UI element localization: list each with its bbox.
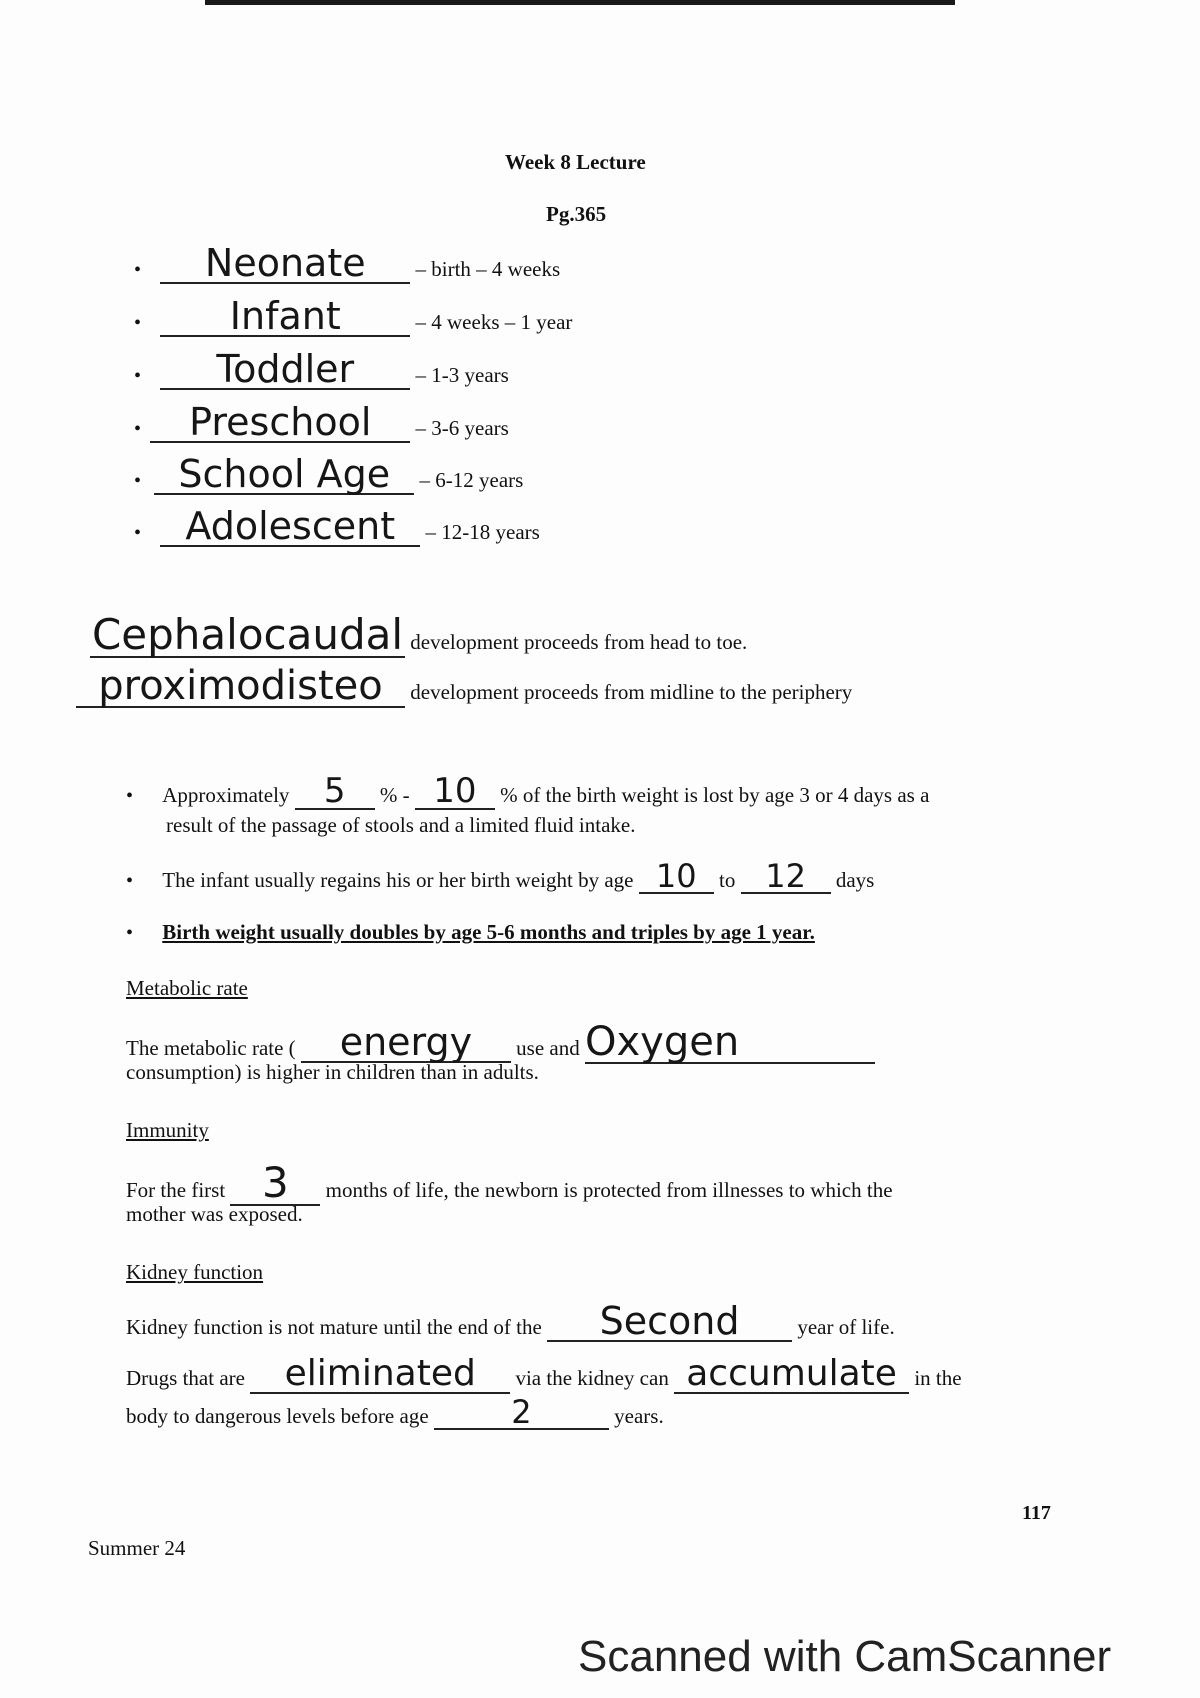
birth-weight-note: Birth weight usually doubles by age 5-6 months and triples by age 1 year. [162, 920, 815, 944]
handwritten-answer: 10 [639, 860, 714, 894]
handwritten-answer: Oxygen [585, 1022, 875, 1064]
weight-loss-bullet [126, 771, 930, 811]
regain-text: days [835, 868, 875, 892]
handwritten-answer: Second [547, 1302, 792, 1342]
drug-accumulation-sentence [126, 1353, 962, 1394]
handwritten-answer: energy [301, 1023, 511, 1063]
kidney-maturity-sentence [126, 1299, 895, 1343]
handwritten-answer: Cephalocaudal [91, 610, 404, 659]
regain-text: The infant usually regains his or her birth weight by age [162, 868, 634, 892]
list-item [134, 294, 573, 338]
regain-weight-bullet [126, 857, 875, 895]
definition-text: development proceeds from midline to the periphery [410, 680, 853, 704]
term-label: Summer 24 [88, 1536, 186, 1560]
kidney-function-heading: Kidney function [126, 1260, 264, 1284]
stage-range: – 4 weeks – 1 year [415, 310, 573, 334]
stage-range: – birth – 4 weeks [415, 257, 561, 281]
bullet: • [126, 870, 134, 892]
birth-weight-bullet [126, 920, 815, 945]
handwritten-answer: eliminated [250, 1356, 510, 1394]
list-item [134, 347, 509, 391]
weight-loss-text: % - [379, 783, 410, 807]
bullet: • [126, 785, 134, 807]
stage-range: – 6-12 years [419, 468, 524, 492]
handwritten-answer: Toddler [160, 350, 410, 390]
metabolic-rate-sentence [126, 1019, 875, 1065]
page-number: 117 [1022, 1502, 1051, 1524]
handwritten-answer: 5 [295, 774, 375, 810]
list-item [134, 452, 524, 496]
kidney-text: years. [614, 1404, 664, 1428]
bullet: • [134, 418, 142, 440]
handwritten-answer: Neonate [160, 244, 410, 284]
bullet: • [126, 922, 134, 944]
kidney-text: Drugs that are [126, 1366, 245, 1390]
kidney-text: Kidney function is not mature until the end of the [126, 1315, 542, 1339]
bullet: • [134, 259, 142, 281]
kidney-text: in the [914, 1366, 962, 1390]
regain-text: to [718, 868, 736, 892]
weight-loss-text: Approximately [162, 783, 290, 807]
handwritten-answer: 2 [434, 1396, 609, 1430]
proximodistal-line [76, 663, 853, 709]
page-title: Week 8 Lecture [505, 150, 646, 174]
immunity-heading: Immunity [126, 1118, 209, 1142]
scan-top-edge [205, 0, 955, 5]
bullet: • [134, 470, 142, 492]
handwritten-answer: 12 [741, 860, 831, 894]
immunity-sentence [126, 1158, 893, 1207]
list-item [134, 504, 540, 548]
stage-range: – 12-18 years [425, 520, 540, 544]
kidney-text: year of life. [797, 1315, 895, 1339]
handwritten-answer: Preschool [150, 403, 410, 443]
list-item [134, 400, 509, 444]
drug-accumulation-continuation [126, 1393, 664, 1431]
bullet: • [134, 312, 142, 334]
scanner-watermark: Scanned with CamScanner [578, 1632, 1112, 1681]
metabolic-text: use and [516, 1036, 580, 1060]
handwritten-answer: Adolescent [160, 507, 420, 547]
page-reference: Pg.365 [546, 202, 607, 226]
handwritten-answer: School Age [154, 455, 414, 495]
immunity-text: For the first [126, 1178, 226, 1202]
weight-loss-continuation: result of the passage of stools and a limited fluid intake. [166, 813, 636, 837]
handwritten-answer: 10 [415, 774, 495, 810]
handwritten-answer: accumulate [674, 1356, 909, 1394]
immunity-text: months of life, the newborn is protected from illnesses to which the [325, 1178, 893, 1202]
definition-text: development proceeds from head to toe. [410, 630, 748, 654]
handwritten-answer: Infant [160, 297, 410, 337]
list-item [134, 241, 561, 285]
cephalocaudal-line [90, 610, 748, 659]
stage-range: – 3-6 years [415, 416, 509, 440]
bullet: • [134, 522, 142, 544]
bullet: • [134, 365, 142, 387]
kidney-text: body to dangerous levels before age [126, 1404, 429, 1428]
metabolic-text: The metabolic rate ( [126, 1036, 296, 1060]
immunity-continuation: mother was exposed. [126, 1202, 303, 1226]
stage-range: – 1-3 years [415, 363, 509, 387]
metabolic-rate-heading: Metabolic rate [126, 976, 248, 1000]
weight-loss-text: % of the birth weight is lost by age 3 or 4 days as a [500, 783, 930, 807]
handwritten-answer: 3 [230, 1162, 320, 1206]
kidney-text: via the kidney can [515, 1366, 669, 1390]
handwritten-answer: proximodisteo [76, 666, 405, 708]
metabolic-rate-continuation: consumption) is higher in children than in adults. [126, 1060, 539, 1084]
